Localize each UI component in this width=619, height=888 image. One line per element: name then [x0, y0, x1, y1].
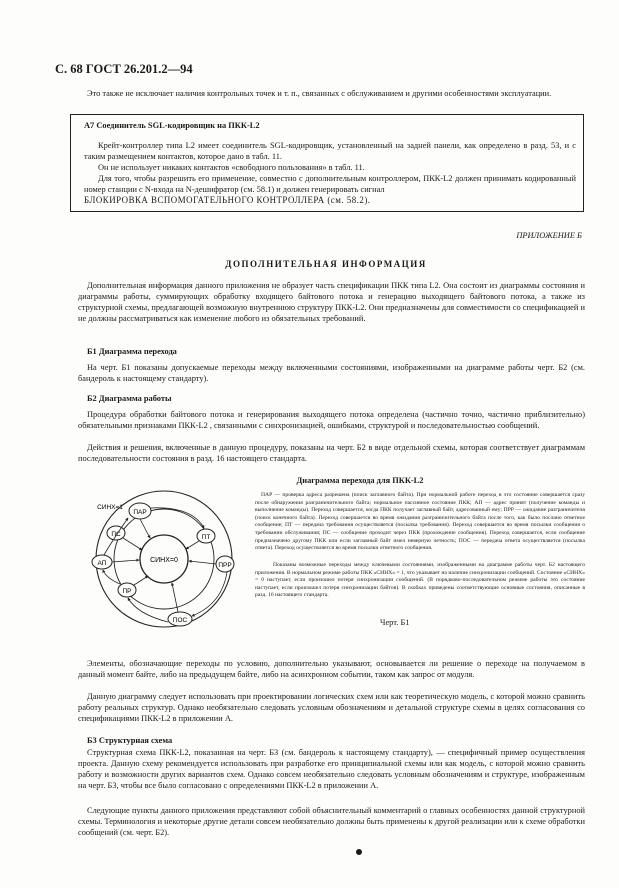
after-paragraph-2: Данную диаграмму следует использовать при проектировании логических схем или как теоретическую модель, с которой можно сравнить работу реальных структур. Однако необязательно следовать условным обозначениям и детальной структуре схемы в целях согласования со спецификациями ПКК-L2 в приложении А.	[78, 692, 585, 723]
b3-title: Б3 Структурная схема	[87, 736, 173, 745]
appendix-label: ПРИЛОЖЕНИЕ Б	[516, 231, 582, 240]
page-dot	[356, 849, 362, 855]
b2-title: Б2 Диаграмма работы	[87, 394, 172, 403]
b2-paragraph-1: Процедура обработки байтового потока и генерирования выходящего потока определена (частично точно, частично приблизительно) обязательными признаками ПКК-L2 , связанными с синхронизацией, ошибками, структурой и последовательностью сообщений.	[78, 410, 585, 430]
b2-paragraph-2: Действия и решения, включенные в данную процедуру, показаны на черт. Б2 в виде отдельной схемы, которая соответствует диаграммам последовательности состояния в разд. 16 настоящего стандарта.	[78, 443, 585, 463]
transition-diagram	[82, 486, 242, 636]
state-prr: ПРР	[218, 562, 232, 569]
a7-paragraph-3: Для того, чтобы разрешить его применение, совместно с дополнительным контроллером, ПКК-L2 должен принимать кодированный номер станции с N-входа на N-дешифратор (см. 58.1) и должен генерировать сигнал	[84, 174, 576, 194]
a7-paragraph-3b: БЛОКИРОВКА ВСПОМОГАТЕЛЬНОГО КОНТРОЛЛЕРА (см. 58.2).	[84, 195, 371, 205]
a7-paragraph-1: Крейт-контроллер типа L2 имеет соединитель SGL-кодировщик, установленный на задней панели, как определено в разд. 53, и с таким размещением контактов, которое дано в табл. 11.	[84, 141, 576, 161]
a7-title: А7 Соединитель SGL-кодировщик на ПКК-L2	[84, 121, 260, 130]
state-pt: ПТ	[201, 534, 211, 541]
state-center: СИНХ=0	[150, 557, 178, 564]
page-header: С. 68 ГОСТ 26.201.2—94	[55, 62, 193, 76]
a7-paragraph-2: Он не использует никаких контактов «свободного пользования» в табл. 11.	[98, 163, 365, 172]
figure-title: Диаграмма перехода для ПКК-L2	[296, 476, 424, 485]
b1-title: Б1 Диаграмма перехода	[87, 347, 177, 356]
b3-paragraph-2: Следующие пункты данного приложения представляют собой объяснительный комментарий о главных особенностях данной структурной схемы. Терминология и некоторые другие детали совсем необязательно должны быть применены к другой реализации или к схеме обработки сообщений (см. черт. Б2).	[78, 806, 585, 837]
figure-legend-2: Показаны возможные переходы между ключевыми состояниями, изображенными на диаграмме работы черт. Б2 настоящего приложения. В нормальном режиме работы ПКК «СИНХ» = 1, что указывает на наличие синхронизации сообщений. Состояние «СИНХ» = 0 наступает, если произошел потеря синхронизации сообщений. (В порядково-последовательном режиме работы это состояние наступает, если произошел потеря синхронизации байтов). В скобках приведены соответствующие основные состояния, описанные в разд. 16 настоящего стандарта.	[255, 562, 585, 599]
appendix-title: ДОПОЛНИТЕЛЬНАЯ ИНФОРМАЦИЯ	[225, 259, 427, 269]
figure-legend-1: ПАР — проверка адреса разрешена (поиск заглавного байта). При нормальной работе переход в это состояние совершается сразу после обнаружения разграничительного байта; нормальное пассивное состояние ПКК; АП — адрес принят (получение команды и выполнение команды). Переход совершается, когда ПКК получает заглавный байт, адресованный ему; ПРР — ожидание разграничителя (поиск конечного байта). Переход совершается во время ожидания разграничительного байта после того, как было послано ответное сообщение; ПТ — передача требования осуществляется (посылка требования). Переход совершается во время посылки сообщения о требовании обслуживания; ПС — сообщение проходит через ПКК (прохождение сообщения). Переход совершается, если сообщение предназначено другому ПКК или если заглавный байт имел неверную четность; ПОС — передача ответа осуществляется (посылка ответа). Переход осуществляется во время посылки ответного сообщения.	[255, 492, 585, 552]
after-paragraph-1: Элементы, обозначающие переходы по условию, дополнительно указывают, основывается ли решение о переходе на получаемом в данный момент байте, либо на предыдущем байте, либо на асинхронном событии, таком как запрос от модуля.	[78, 659, 585, 679]
b1-text: На черт. Б1 показаны допускаемые переходы между включенными состояниями, изображенными на диаграмме работы черт. Б2 (см. бандероль к настоящему стандарту).	[78, 363, 585, 383]
intro-paragraph: Это также не исключает наличия контрольных точек и т. п., связанных с обслуживанием и другими особенностями эксплуатации.	[87, 89, 552, 98]
state-par: ПАР	[133, 509, 147, 516]
state-ap: АП	[97, 560, 107, 567]
state-ps: ПС	[111, 531, 121, 538]
state-pos: ПОС	[172, 617, 188, 624]
state-pr: ПР	[122, 588, 132, 595]
state-sync1: СИНХ=1	[97, 504, 123, 511]
figure-caption: Черт. Б1	[380, 618, 410, 627]
info-paragraph: Дополнительная информация данного приложения не образует часть спецификации ПКК типа L2. Она состоит из диаграммы состояния и диаграммы работы, суммирующих обработку входящего байтового потока и генерацию выходящего байтового потока, а также из структурной схемы, предлагающей возможную внутреннюю структуру ПКК-L2. Они предназначены для совместимости со спецификацией и не должны рассматриваться как изменение любого из обязательных требований.	[78, 281, 585, 323]
b3-paragraph-1: Структурная схема ПКК-L2, показанная на черт. Б3 (см. бандероль к настоящему стандарту), — специфичный пример осуществления проекта. Данную схему рекомендуется использовать при разработке его принципиальной схемы или как модель, с которой можно сравнить работу и возможности других вариантов схем. Однако совсем необязательно следовать условным обозначениям и структуре, изображенным на черт. Б3, чтобы все было согласовано с определениями ПКК-L2 в приложении А.	[78, 748, 585, 790]
